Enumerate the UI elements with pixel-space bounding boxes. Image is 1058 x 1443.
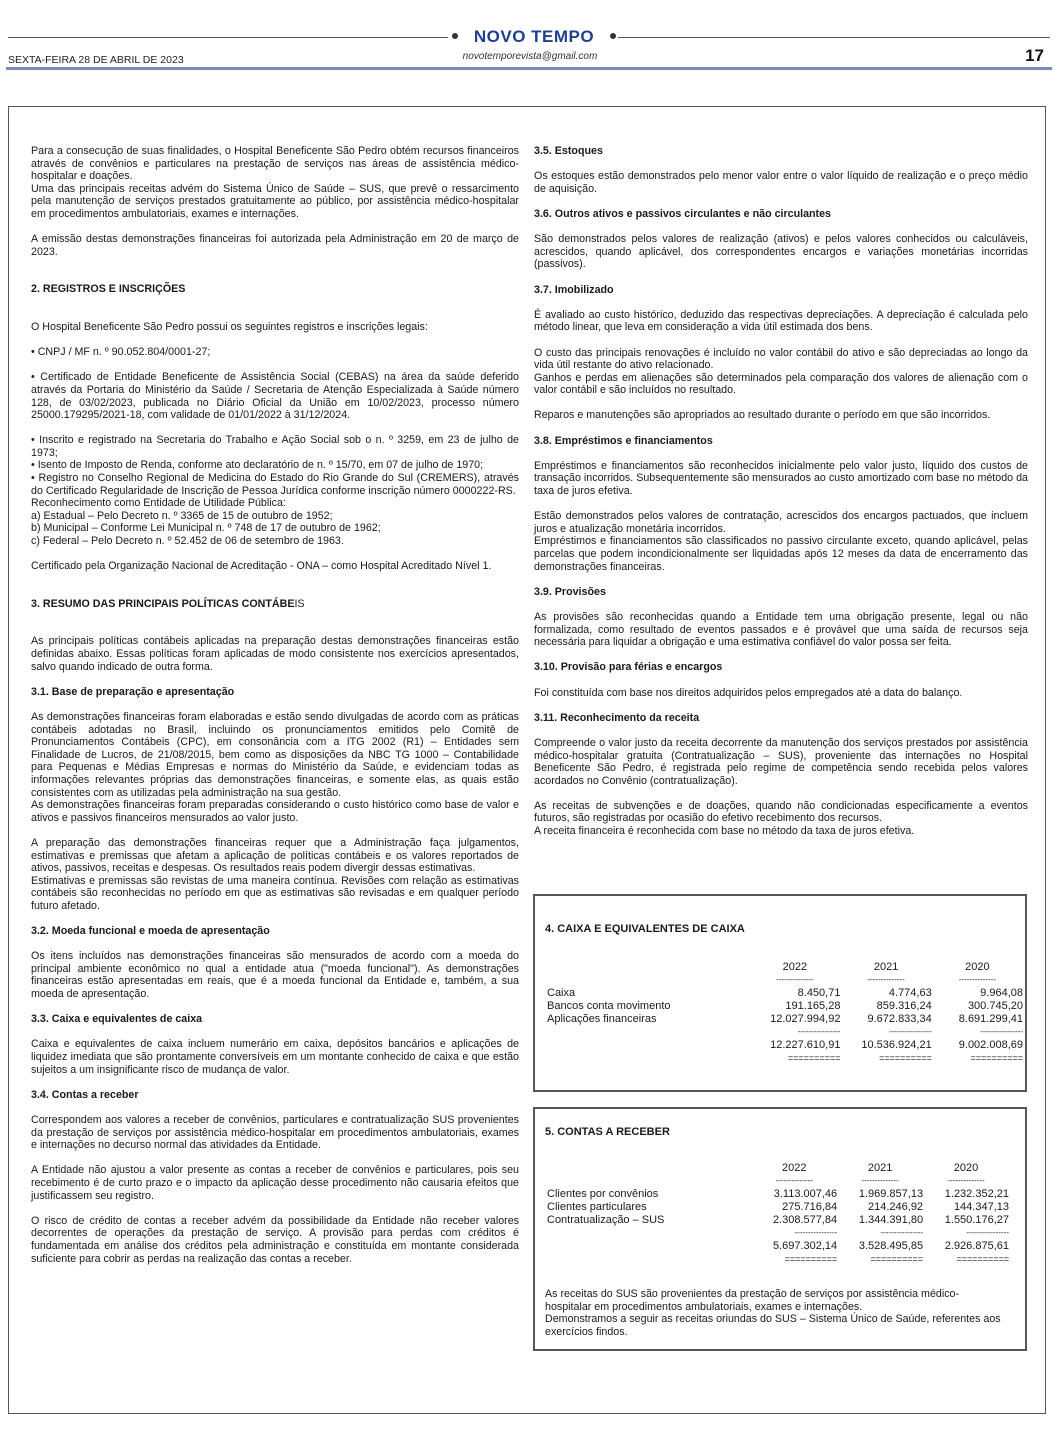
dash-separator: ----------------: [889, 1027, 932, 1036]
dash-separator: ----------------: [880, 1228, 924, 1237]
list-item: c) Federal – Pelo Decreto n. º 52.452 de 06 de setembro de 1963.: [31, 535, 344, 548]
paragraph: • CNPJ / MF n. º 90.052.804/0001-27;: [31, 346, 211, 359]
table-row: [547, 999, 1023, 1012]
total-value: 10.536.924,21: [861, 1038, 932, 1051]
section-heading: 2. REGISTROS E INSCRIÇÕES: [31, 283, 186, 296]
dash-separator: --------------: [775, 1176, 813, 1185]
paragraph: Os itens incluídos nas demonstrações financeiras são mensurados de acordo com a moeda do principal ambiente econômico no qual a entidade atua ("moeda funcional"). As demonstrações financeiras estão apresentadas em reais, que é a moeda funcional da Entidade e, também, a sua moeda de apresentação.: [31, 950, 519, 1001]
paragraph: As demonstrações financeiras foram elaboradas e estão sendo divulgadas de acordo com as práticas contábeis adotadas no Brasil, incluindo os pronunciamentos emitidos pelo Comitê de Pronunciamentos Contábeis (CPC), em consonância com a ITG 2002 (R1) – Entidades sem Finalidade de Lucros, de 21/08/2015, bem como as disposições da NBC TG 1000 – Contabilidade para Pequenas e Médias Empresas e normas do Ministério da Saúde, e evidenciam todas as informações relevantes próprias das demonstrações financeiras, e somente elas, as quais estão consistentes com as utilizadas pela administração na sua gestão.: [31, 710, 519, 799]
masthead-divider: [6, 67, 1052, 70]
subsection-heading: 3.10. Provisão para férias e encargos: [534, 661, 723, 674]
paragraph: Foi constituída com base nos direitos adquiridos pelos empregados até a data do balanço.: [534, 686, 963, 699]
paragraph: As receitas do SUS são provenientes da prestação de serviços por assistência médico-hospitalar em procedimentos ambulatoriais, exames e internações.: [545, 1288, 960, 1313]
masthead: [0, 0, 1058, 72]
receivables-box: [533, 1107, 1027, 1351]
equals-separator: ==========: [870, 1253, 924, 1264]
right-column: [534, 145, 1028, 850]
paragraph: São demonstrados pelos valores de realização (ativos) e pelos valores conhecidos ou calculáveis, acrescidos, quando aplicável, dos correspondentes encargos e variações monetárias incorridas (passivos).: [534, 233, 1028, 271]
cash-equivalents-table: [547, 960, 1023, 1064]
table-row: [547, 1213, 1009, 1226]
paragraph: Reparos e manutenções são apropriados ao resultado durante o período em que são incorridos.: [534, 409, 991, 422]
cell-value: 191.165,28: [785, 999, 841, 1012]
list-item: Reconhecimento como Entidade de Utilidade Pública:: [31, 497, 286, 510]
table-row: [547, 1012, 1023, 1025]
cell-value: 275.716,84: [782, 1200, 838, 1213]
dash-row: [547, 1226, 1009, 1239]
cell-value: 214.246,92: [868, 1200, 924, 1213]
issue-date: SEXTA-FEIRA 28 DE ABRIL DE 2023: [8, 54, 184, 66]
list-item: • Isento de Imposto de Renda, conforme ato declaratório de n. º 15/70, em 07 de julho de 1970;: [31, 459, 484, 472]
equals-separator: ==========: [956, 1253, 1009, 1264]
paragraph: Uma das principais receitas advém do Sistema Único de Saúde – SUS, que prevê o ressarcimento pela manutenção de serviços prestados gratuitamente ao público, por assistência médico-hospitalar em procedimentos ambulatoriais, exames e internações.: [31, 182, 519, 220]
dash-separator: ----------------: [980, 1027, 1023, 1036]
dash-row: [547, 973, 1023, 986]
subsection-heading: 3.5. Estoques: [534, 145, 603, 157]
paragraph: Os estoques estão demonstrados pelo menor valor entre o valor líquido de realização e o preço médio de aquisição.: [534, 170, 1028, 195]
section-heading-rest: IS: [294, 597, 305, 610]
cell-value: 1.232.352,21: [944, 1187, 1009, 1200]
subsection-heading: 3.4. Contas a receber: [31, 1088, 139, 1101]
paragraph: A emissão destas demonstrações financeiras foi autorizada pela Administração em 20 de março de 2023.: [31, 233, 519, 258]
paragraph: O Hospital Beneficente São Pedro possui os seguintes registros e inscrições legais:: [31, 320, 428, 333]
list-item: b) Municipal – Conforme Lei Municipal n. º 748 de 17 de outubro de 1962;: [31, 522, 381, 535]
row-label: Clientes particulares: [547, 1200, 647, 1213]
page-number: 17: [1025, 46, 1044, 65]
table-row: [547, 1187, 1009, 1200]
table-row: [547, 986, 1023, 999]
equals-row: [547, 1252, 1009, 1265]
subsection-heading: 3.9. Provisões: [534, 585, 606, 598]
year-header: 2021: [867, 1161, 893, 1174]
bullet-dot-icon: [610, 33, 616, 39]
total-value: 12.227.610,91: [770, 1038, 841, 1051]
paragraph: Correspondem aos valores a receber de convênios, particulares e contratualização SUS provenientes da prestação de serviços por assistência médico-hospitalar em procedimentos ambulatoriais, exames e internações no decurso normal das atividades da Entidade.: [31, 1113, 519, 1152]
subsection-heading: 3.11. Reconhecimento da receita: [534, 711, 700, 724]
paragraph: Ganhos e perdas em alienações são determinados pela comparação dos valores de alienação com o valor contábil e são incluídos no resultado.: [534, 371, 1028, 397]
paragraph: Compreende o valor justo da receita decorrente da manutenção dos serviços prestados por assistência médico-hospitalar gratuita (Contratualização – SUS), proveniente das internações no Hospital Beneficente São Pedro, é registrada pelo regime de competência sendo recebida pelos valores acordados no Convênio (contratualização).: [534, 736, 1028, 787]
newspaper-title: NOVO TEMPO: [473, 27, 595, 46]
dash-separator: --------------: [947, 1176, 985, 1185]
receivables-table: [547, 1161, 1009, 1265]
subsection-heading: 3.7. Imobilizado: [534, 283, 614, 296]
paragraph: A receita financeira é reconhecida com base no método da taxa de juros efetiva.: [534, 825, 915, 838]
paragraph: As demonstrações financeiras foram preparadas considerando o custo histórico como base de valor e ativos e passivos financeiros mensurados ao valor justo.: [31, 799, 519, 824]
subsection-heading: 3.1. Base de preparação e apresentação: [31, 685, 235, 698]
dash-row: [547, 1025, 1023, 1038]
subsection-heading: 3.3. Caixa e equivalentes de caixa: [31, 1013, 203, 1026]
total-value: 3.528.495,85: [858, 1239, 924, 1252]
year-header: 2020: [965, 960, 990, 973]
paragraph: Para a consecução de suas finalidades, o Hospital Beneficente São Pedro obtém recursos financeiros através de convênios e particulares na prestação de serviços nas áreas de assistência médico-hospitalar e doações.: [31, 145, 519, 183]
cell-value: 3.113.007,46: [773, 1187, 838, 1200]
dash-separator: ----------------: [966, 1228, 1009, 1237]
row-label: Contratualização – SUS: [547, 1213, 665, 1226]
paragraph: As principais políticas contábeis aplicadas na preparação destas demonstrações financeiras estão definidas abaixo. Essas políticas foram aplicadas de modo consistente nos exercícios apresentados, salvo quando indicado de outra forma.: [31, 635, 519, 673]
equals-separator: ==========: [879, 1052, 932, 1063]
cell-value: 2.308.577,84: [772, 1213, 838, 1226]
table-header-row: [547, 1161, 1009, 1174]
section-heading: [31, 598, 519, 611]
dash-separator: --------------: [776, 975, 814, 984]
paragraph: As receitas de subvenções e de doações, quando não condicionadas especificamente a eventos futuros, são registradas por ocasião do efetivo recebimento dos recursos.: [534, 799, 1028, 825]
paragraph: Estão demonstrados pelos valores de contratação, acrescidos dos encargos pactuados, que incluem juros e atualização monetária incorridos.: [534, 510, 1028, 535]
total-value: 2.926.875,61: [944, 1239, 1009, 1252]
dash-separator: --------------: [867, 975, 905, 984]
cell-value: 1.550.176,27: [944, 1213, 1009, 1226]
dash-separator: --------------: [958, 975, 996, 984]
subsection-heading: 3.8. Empréstimos e financiamentos: [534, 434, 713, 447]
bullet-dot-icon: [452, 33, 458, 39]
cell-value: 8.691.299,41: [958, 1012, 1023, 1025]
cell-value: 300.745,20: [967, 999, 1023, 1012]
masthead-rule-right: [618, 37, 1050, 38]
list-item: • Inscrito e registrado na Secretaria do Trabalho e Ação Social sob o n. º 3259, em 23 de julho de 1973;: [31, 434, 519, 459]
total-row: [547, 1038, 1023, 1051]
table-header-row: [547, 960, 1023, 973]
list-item: a) Estadual – Pelo Decreto n. º 3365 de 15 de outubro de 1952;: [31, 509, 333, 522]
contact-email: novotemporevista@gmail.com: [462, 51, 598, 62]
row-label: Aplicações financeiras: [547, 1012, 657, 1025]
paragraph: Empréstimos e financiamentos são classificados no passivo circulante exceto, quando aplicável, pelas parcelas que podem incondicionalmente ser liquidadas após 12 meses da data de encerramento das demonstrações financeiras.: [534, 535, 1028, 573]
total-value: 5.697.302,14: [772, 1239, 838, 1252]
paragraph: Empréstimos e financiamentos são reconhecidos inicialmente pelo valor justo, líquido dos custos de transação incorridos. Subsequentemente são mensurados ao custo amortizado com base no método da taxa de juros efetiva.: [534, 459, 1028, 498]
equals-separator: ==========: [787, 1052, 841, 1063]
cash-equivalents-box: [533, 894, 1027, 1092]
equals-row: [547, 1051, 1023, 1064]
year-header: 2022: [782, 960, 808, 973]
subsection-heading: 3.2. Moeda funcional e moeda de apresentação: [31, 925, 270, 938]
table-row: [547, 1200, 1009, 1213]
table-title: 4. CAIXA E EQUIVALENTES DE CAIXA: [545, 923, 745, 935]
cell-value: 1.969.857,13: [858, 1187, 924, 1200]
left-column: [31, 145, 519, 1278]
row-label: Bancos conta movimento: [547, 999, 671, 1012]
row-label: Caixa: [547, 986, 576, 999]
paragraph: A Entidade não ajustou a valor presente as contas a receber de convênios e particulares, pois seu recebimento é de curto prazo e o impacto da aplicação desse procedimento não causaria efeitos que justificassem seu registro.: [31, 1164, 519, 1202]
cell-value: 859.316,24: [876, 999, 932, 1012]
table-title: 5. CONTAS A RECEBER: [545, 1126, 670, 1138]
cell-value: 9.964,08: [980, 986, 1023, 999]
dash-separator: ----------------: [794, 1228, 838, 1237]
cell-value: 9.672.833,34: [867, 1012, 932, 1025]
paragraph: É avaliado ao custo histórico, deduzido das respectivas depreciações. A depreciação é calculada pelo método linear, que leva em consideração a vida útil estimada dos bens.: [534, 308, 1028, 334]
paragraph: As provisões são reconhecidas quando a Entidade tem uma obrigação presente, legal ou não formalizada, como resultado de eventos passados e é provável que uma saída de recursos seja necessária para liquidar a obrigação e uma estimativa confiável do valor possa ser feita.: [534, 610, 1028, 649]
row-label: Clientes por convênios: [547, 1187, 659, 1200]
paragraph: Demonstramos a seguir as receitas oriundas do SUS – Sistema Único de Saúde, referentes aos exercícios findos.: [545, 1313, 1001, 1338]
year-header: 2022: [781, 1161, 807, 1174]
subsection-heading: 3.6. Outros ativos e passivos circulantes e não circulantes: [534, 207, 832, 220]
cell-value: 144.347,13: [953, 1200, 1009, 1213]
masthead-rule-left: [8, 37, 448, 38]
equals-separator: ==========: [970, 1052, 1023, 1063]
paragraph: A preparação das demonstrações financeiras requer que a Administração faça julgamentos, estimativas e premissas que afetam a aplicação de políticas contábeis e os valores reportados de ativos, passivos, receitas e despesas. Os resultados reais podem divergir dessas estimativas.: [31, 836, 519, 875]
receivables-note: [545, 1288, 1005, 1338]
cell-value: 1.344.391,80: [858, 1213, 924, 1226]
total-value: 9.002.008,69: [958, 1038, 1023, 1051]
paragraph: Caixa e equivalentes de caixa incluem numerário em caixa, depósitos bancários e aplicações de liquidez imediata que são prontamente conversíveis em um montante conhecido de caixa e que estão sujeitos a um insignificante risco de mudança de valor.: [31, 1038, 519, 1076]
dash-row: [547, 1174, 1009, 1187]
section-heading-bold: 3. RESUMO DAS PRINCIPAIS POLÍTICAS CONTÁBE: [31, 597, 295, 610]
cell-value: 4.774,63: [888, 986, 932, 999]
year-header: 2021: [873, 960, 899, 973]
cell-value: 8.450,71: [797, 986, 841, 999]
paragraph: O custo das principais renovações é incluído no valor contábil do ativo e são depreciadas ao longo da vida útil restante do ativo relacionado.: [534, 346, 1028, 372]
equals-separator: ==========: [784, 1253, 838, 1264]
dash-separator: --------------: [861, 1176, 899, 1185]
total-row: [547, 1239, 1009, 1252]
paragraph: Estimativas e premissas são revistas de uma maneira contínua. Revisões com relação as estimativas contábeis são reconhecidas no período em que as estimativas são revisadas e em qualquer período futuro afetado.: [31, 874, 519, 912]
list-item: • Registro no Conselho Regional de Medicina do Estado do Rio Grande do Sul (CREMERS), através do Certificado Regularidade de Inscrição de Pessoa Jurídica conforme inscrição número 0000222-RS.: [31, 472, 519, 497]
paragraph: • Certificado de Entidade Beneficente de Assistência Social (CEBAS) na área da saúde deferido através da Portaria do Ministério da Saúde / Secretaria de Atenção Especializada à Saúde número 128, de 03/02/2023, publicada no Diário Oficial da União em 10/02/2023, processo número 25000.179295/2021-18, com validade de 01/01/2022 à 31/12/2024.: [31, 371, 519, 422]
dash-separator: ----------------: [797, 1027, 841, 1036]
paragraph: O risco de crédito de contas a receber advém da possibilidade da Entidade não receber valores decorrentes de operações da prestação de serviço. A provisão para perdas com créditos é fundamentada em análise dos créditos pela administração e constituída em montante considerada suficiente para cobrir as perdas na realização das contas a receber.: [31, 1214, 519, 1265]
paragraph: Certificado pela Organização Nacional de Acreditação - ONA – como Hospital Acreditado Nível 1.: [31, 560, 492, 573]
year-header: 2020: [953, 1161, 979, 1174]
cell-value: 12.027.994,92: [770, 1012, 841, 1025]
